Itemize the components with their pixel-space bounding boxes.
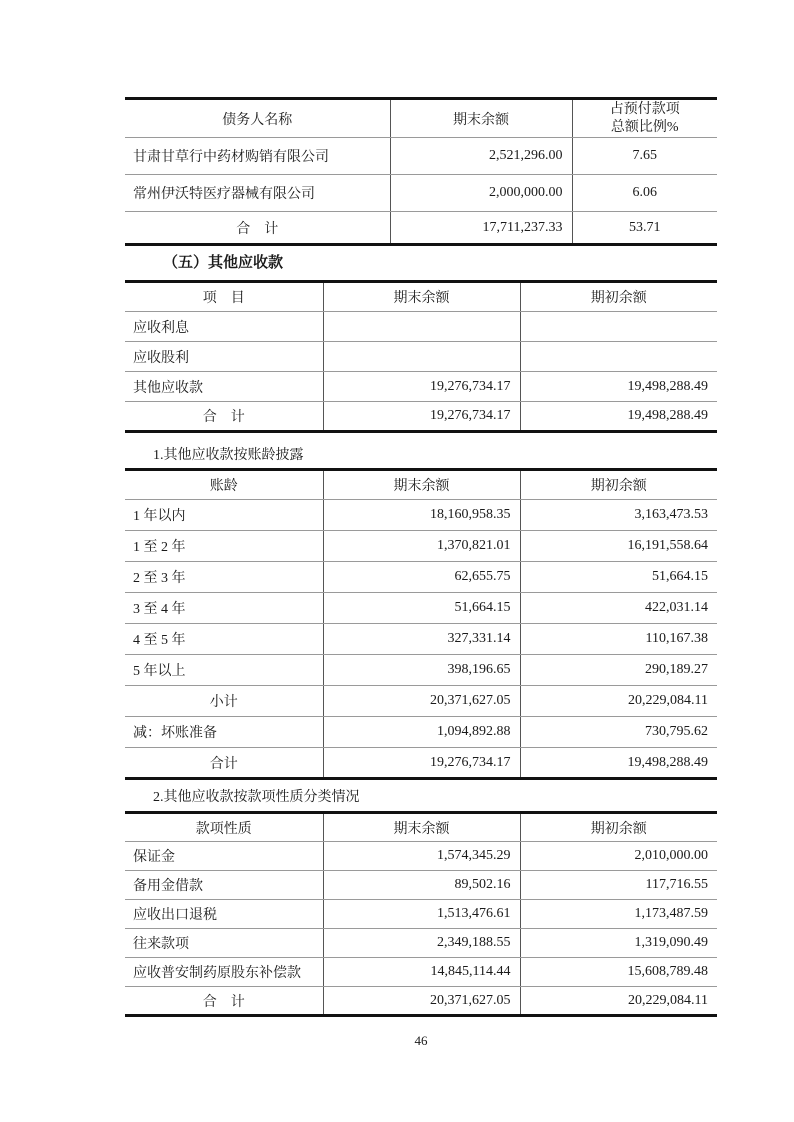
header-row <box>125 470 717 500</box>
table-row <box>125 372 717 402</box>
beginning-balance-cell: 19,498,288.49 <box>520 748 717 779</box>
table-row <box>125 593 717 624</box>
beginning-balance-header: 期初余额 <box>520 470 717 500</box>
ending-balance-header: 期末余额 <box>323 282 520 312</box>
ending-balance-cell: 2,000,000.00 <box>390 175 572 212</box>
table-row <box>125 958 717 987</box>
beginning-balance-header: 期初余额 <box>520 282 717 312</box>
table-row <box>125 500 717 531</box>
beginning-balance-cell: 19,498,288.49 <box>520 402 717 432</box>
subtotal-row <box>125 686 717 717</box>
aging-cell: 4 至 5 年 <box>125 624 323 655</box>
page-number: 46 <box>414 1033 428 1048</box>
debtor-name-header: 债务人名称 <box>125 99 390 138</box>
ending-balance-header: 期末余额 <box>390 99 572 138</box>
beginning-balance-cell: 2,010,000.00 <box>520 842 717 871</box>
beginning-balance-cell: 110,167.38 <box>520 624 717 655</box>
ending-balance-cell: 19,276,734.17 <box>323 372 520 402</box>
prepayment-ratio-header <box>572 99 717 138</box>
ending-balance-cell: 18,160,958.35 <box>323 500 520 531</box>
header-row <box>125 813 717 842</box>
ending-balance-cell: 1,094,892.88 <box>323 717 520 748</box>
nature-cell: 备用金借款 <box>125 871 323 900</box>
aging-cell: 1 至 2 年 <box>125 531 323 562</box>
ending-balance-cell: 17,711,237.33 <box>390 212 572 245</box>
table-row <box>125 655 717 686</box>
beginning-balance-cell <box>520 312 717 342</box>
total-label-cell: 合 计 <box>202 410 245 425</box>
header-row <box>125 282 717 312</box>
item-cell: 其他应收款 <box>125 372 323 402</box>
nature-cell: 往来款项 <box>125 929 323 958</box>
bad-debt-provision-cell: 减：坏账准备 <box>125 717 323 748</box>
beginning-balance-cell: 290,189.27 <box>520 655 717 686</box>
nature-cell: 保证金 <box>125 842 323 871</box>
aging-cell: 3 至 4 年 <box>125 593 323 624</box>
table-row <box>125 175 717 212</box>
ending-balance-cell: 62,655.75 <box>323 562 520 593</box>
beginning-balance-cell: 1,319,090.49 <box>520 929 717 958</box>
total-row <box>125 748 717 779</box>
beginning-balance-cell: 51,664.15 <box>520 562 717 593</box>
ending-balance-cell: 20,371,627.05 <box>323 987 520 1016</box>
ending-balance-cell: 19,276,734.17 <box>323 748 520 779</box>
ending-balance-cell: 398,196.65 <box>323 655 520 686</box>
ending-balance-cell: 19,276,734.17 <box>323 402 520 432</box>
nature-cell: 应收出口退税 <box>125 900 323 929</box>
table-row <box>125 929 717 958</box>
subsection-2-title: 2.其他应收款按款项性质分类情况 <box>153 790 360 805</box>
aging-cell: 1 年以内 <box>125 500 323 531</box>
beginning-balance-header: 期初余额 <box>520 813 717 842</box>
ending-balance-cell <box>323 342 520 372</box>
beginning-balance-cell: 3,163,473.53 <box>520 500 717 531</box>
debtor-name-cell: 甘肃甘草行中药材购销有限公司 <box>125 138 390 175</box>
ratio-cell: 53.71 <box>572 212 717 245</box>
table-row <box>125 312 717 342</box>
prepayment-debtors-table <box>125 97 717 246</box>
beginning-balance-cell <box>520 342 717 372</box>
prepayment-ratio-header-line1: 占预付款项 <box>609 101 680 117</box>
aging-cell: 5 年以上 <box>125 655 323 686</box>
aging-cell: 2 至 3 年 <box>125 562 323 593</box>
ending-balance-cell: 14,845,114.44 <box>323 958 520 987</box>
total-label-cell: 合计 <box>209 756 238 772</box>
subtotal-label-cell: 小计 <box>125 686 323 717</box>
ending-balance-cell: 2,521,296.00 <box>390 138 572 175</box>
beginning-balance-cell: 20,229,084.11 <box>520 686 717 717</box>
table-row <box>125 900 717 929</box>
table-row <box>125 138 717 175</box>
ending-balance-cell: 327,331.14 <box>323 624 520 655</box>
table-row <box>125 624 717 655</box>
beginning-balance-cell: 20,229,084.11 <box>520 987 717 1016</box>
table-row <box>125 342 717 372</box>
item-cell: 应收股利 <box>125 342 323 372</box>
other-receivables-summary-table <box>125 280 717 433</box>
beginning-balance-cell: 422,031.14 <box>520 593 717 624</box>
table-row <box>125 871 717 900</box>
beginning-balance-cell: 1,173,487.59 <box>520 900 717 929</box>
ending-balance-cell: 1,513,476.61 <box>323 900 520 929</box>
beginning-balance-cell: 730,795.62 <box>520 717 717 748</box>
debtor-name-cell: 常州伊沃特医疗器械有限公司 <box>125 175 390 212</box>
nature-header: 款项性质 <box>125 813 323 842</box>
ending-balance-cell <box>323 312 520 342</box>
total-row <box>125 402 717 432</box>
item-cell: 应收利息 <box>125 312 323 342</box>
prepayment-ratio-header-line2: 总额比例% <box>610 119 679 135</box>
table-row <box>125 842 717 871</box>
ratio-cell: 7.65 <box>572 138 717 175</box>
item-header: 项 目 <box>125 282 323 312</box>
aging-analysis-table <box>125 468 717 780</box>
payment-nature-table <box>125 811 717 1017</box>
table-row <box>125 562 717 593</box>
ratio-cell: 6.06 <box>572 175 717 212</box>
beginning-balance-cell: 15,608,789.48 <box>520 958 717 987</box>
section-heading: （五）其他应收款 <box>163 255 284 271</box>
ending-balance-header: 期末余额 <box>323 813 520 842</box>
table-row <box>125 531 717 562</box>
ending-balance-cell: 2,349,188.55 <box>323 929 520 958</box>
ending-balance-header: 期末余额 <box>323 470 520 500</box>
header-row <box>125 99 717 138</box>
aging-header: 账龄 <box>125 470 323 500</box>
total-row <box>125 987 717 1016</box>
ending-balance-cell: 1,370,821.01 <box>323 531 520 562</box>
total-label-cell: 合 计 <box>236 221 279 237</box>
total-label-cell: 合 计 <box>202 994 245 1010</box>
ending-balance-cell: 1,574,345.29 <box>323 842 520 871</box>
ending-balance-cell: 51,664.15 <box>323 593 520 624</box>
ending-balance-cell: 20,371,627.05 <box>323 686 520 717</box>
beginning-balance-cell: 19,498,288.49 <box>520 372 717 402</box>
beginning-balance-cell: 16,191,558.64 <box>520 531 717 562</box>
beginning-balance-cell: 117,716.55 <box>520 871 717 900</box>
nature-cell: 应收普安制药原股东补偿款 <box>125 958 323 987</box>
page-content <box>125 97 717 1049</box>
subsection-1-title: 1.其他应收款按账龄披露 <box>153 448 304 463</box>
total-row <box>125 212 717 245</box>
table-row <box>125 717 717 748</box>
ending-balance-cell: 89,502.16 <box>323 871 520 900</box>
